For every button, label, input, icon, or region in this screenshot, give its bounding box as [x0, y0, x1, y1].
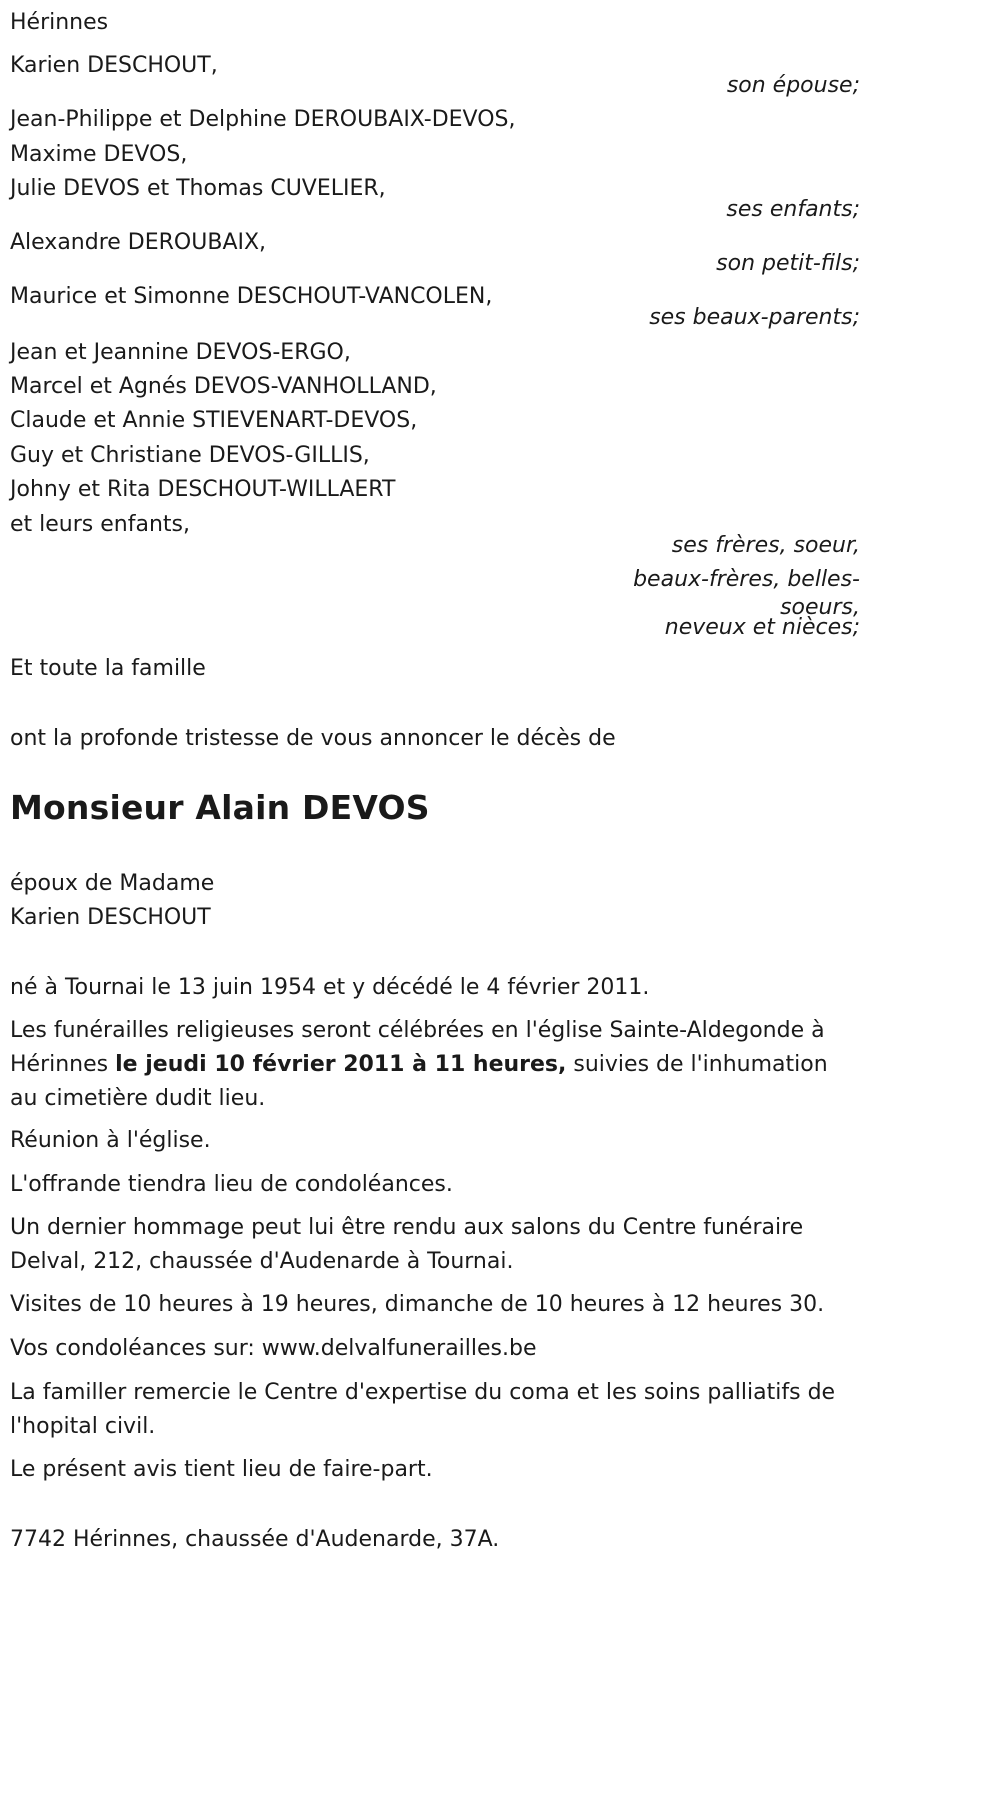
child-name: Maxime DEVOS,	[10, 142, 188, 167]
address: 7742 Hérinnes, chaussée d'Audenarde, 37A.	[10, 1527, 500, 1552]
condolences-note: Vos condoléances sur: www.delvalfunerailles.be	[10, 1336, 537, 1361]
siblings-role-line: ses frères, soeur,	[671, 533, 860, 558]
visits-note: Visites de 10 heures à 19 heures, dimanche de 10 heures à 12 heures 30.	[10, 1292, 825, 1317]
offering-note: L'offrande tiendra lieu de condoléances.	[10, 1172, 453, 1197]
in-laws-role: ses beaux-parents;	[649, 305, 860, 330]
child-name: Jean-Philippe et Delphine DEROUBAIX-DEVOS,	[10, 107, 516, 132]
child-name: Julie DEVOS et Thomas CUVELIER,	[10, 176, 386, 201]
thanks-note: La familler remercie le Centre d'expertise du coma et les soins palliatifs de l'hopital civil.	[10, 1380, 836, 1439]
birth-death: né à Tournai le 13 juin 1954 et y décédé le 4 février 2011.	[10, 975, 650, 1000]
children-role: ses enfants;	[726, 197, 860, 222]
tribute-note: Un dernier hommage peut lui être rendu aux salons du Centre funéraire Delval, 212, chaussée d'Audenarde à Tournai.	[10, 1215, 804, 1274]
grandson-name: Alexandre DEROUBAIX,	[10, 230, 267, 255]
sibling-name: Claude et Annie STIEVENART-DEVOS,	[10, 408, 418, 433]
in-laws-name: Maurice et Simonne DESCHOUT-VANCOLEN,	[10, 284, 493, 309]
sibling-name: et leurs enfants,	[10, 512, 190, 537]
sibling-name: Marcel et Agnés DEVOS-VANHOLLAND,	[10, 374, 437, 399]
funeral-outro: suivies de l'inhumation au cimetière dudit lieu.	[10, 1052, 828, 1111]
locality: Hérinnes	[10, 10, 109, 35]
announcement: ont la profonde tristesse de vous annoncer le décès de	[10, 726, 616, 751]
rest-of-family: Et toute la famille	[10, 656, 206, 681]
spouse-of-line: Karien DESCHOUT	[10, 905, 211, 930]
spouse-of-line: époux de Madame	[10, 871, 215, 896]
spouse-name: Karien DESCHOUT,	[10, 53, 218, 78]
sibling-name: Guy et Christiane DEVOS-GILLIS,	[10, 443, 370, 468]
spouse-role: son épouse;	[726, 73, 860, 98]
sibling-name: Johny et Rita DESCHOUT-WILLAERT	[10, 477, 396, 502]
siblings-role-line: beaux-frères, belles-	[633, 567, 860, 592]
siblings-role-line: neveux et nièces;	[664, 615, 860, 640]
deceased-name: Monsieur Alain DEVOS	[10, 788, 430, 827]
grandson-role: son petit-fils;	[716, 251, 860, 276]
meeting-note: Réunion à l'église.	[10, 1128, 211, 1153]
sibling-name: Jean et Jeannine DEVOS-ERGO,	[10, 340, 351, 365]
funeral-paragraph	[10, 1014, 860, 1116]
funeral-intro: Les funérailles religieuses seront célébrées en l'église Sainte-Aldegonde à Hérinnes	[10, 1018, 825, 1077]
notice-note: Le présent avis tient lieu de faire-part.	[10, 1457, 433, 1482]
funeral-datetime: le jeudi 10 février 2011 à 11 heures,	[115, 1052, 567, 1077]
siblings-role-line: soeurs,	[780, 595, 860, 620]
